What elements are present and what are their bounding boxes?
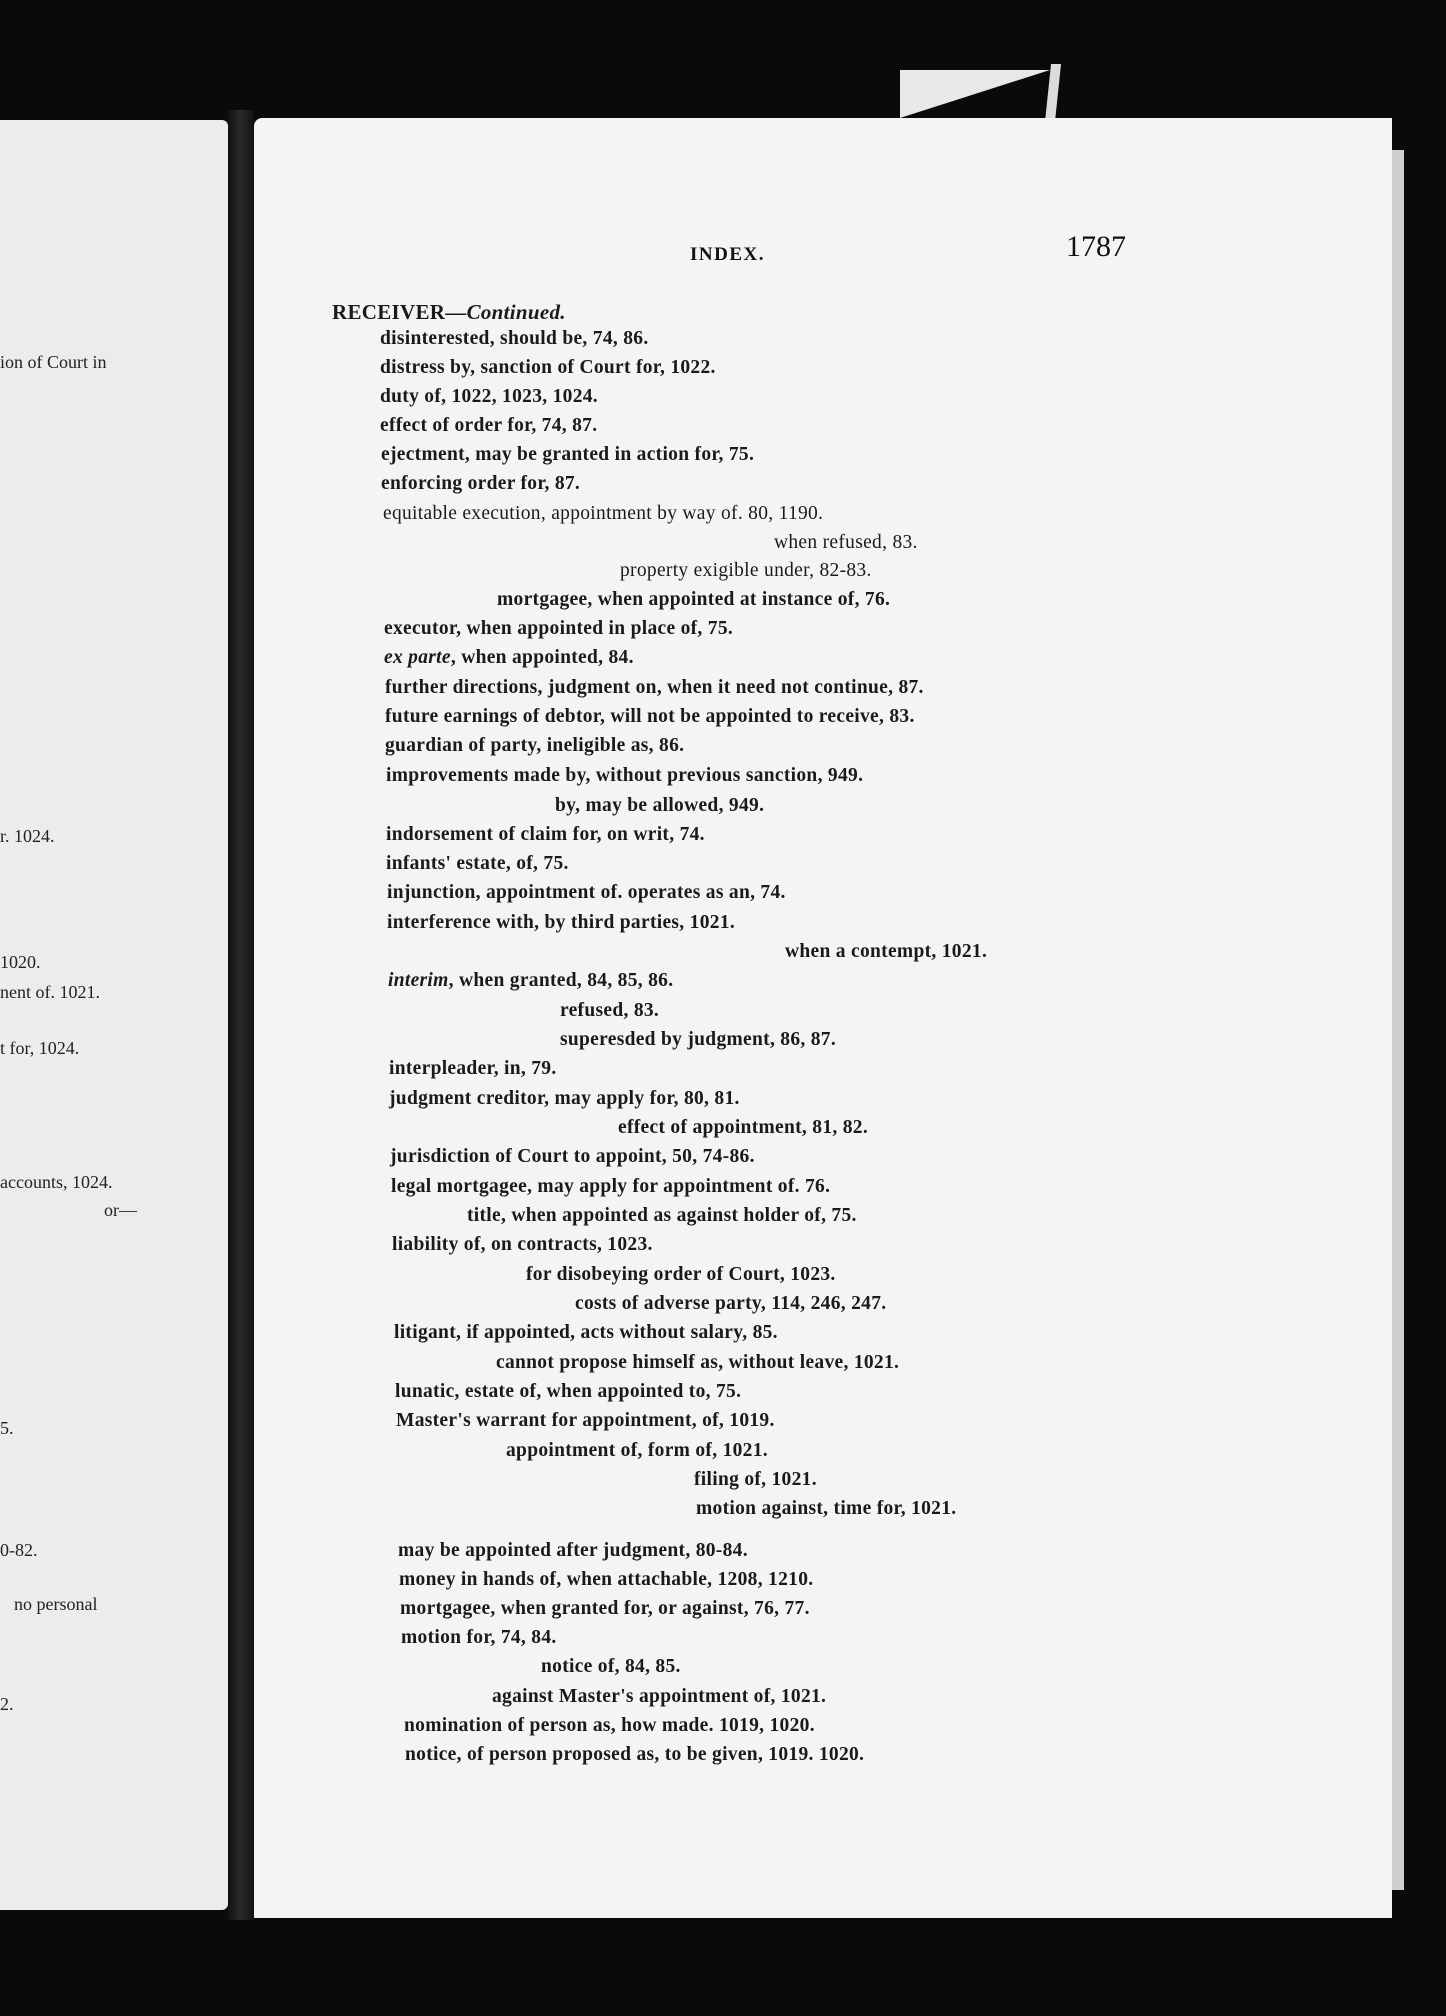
index-entry: judgment creditor, may apply for, 80, 81. xyxy=(389,1088,740,1109)
index-heading xyxy=(332,300,566,325)
left-fragment: 1020. xyxy=(0,952,41,972)
index-entry: executor, when appointed in place of, 75. xyxy=(384,618,734,639)
latin-term: ex parte xyxy=(384,647,451,668)
left-page xyxy=(0,120,228,1910)
index-subentry: by, may be allowed, 949. xyxy=(555,795,765,816)
entry-rest: , when appointed, 84. xyxy=(450,647,634,668)
index-entry: future earnings of debtor, will not be appointed to receive, 83. xyxy=(385,706,915,727)
heading-continued: Continued. xyxy=(466,300,566,324)
index-entry: Master's warrant for appointment, of, 1019. xyxy=(396,1410,775,1431)
index-entry xyxy=(384,647,634,669)
index-subentry: when a contempt, 1021. xyxy=(785,941,988,962)
page-fold xyxy=(900,70,1050,118)
index-entry: equitable execution, appointment by way of. 80, 1190. xyxy=(383,503,824,524)
index-entry: jurisdiction of Court to appoint, 50, 74-86. xyxy=(390,1146,755,1167)
index-subentry: superesded by judgment, 86, 87. xyxy=(560,1029,837,1050)
index-subentry: cannot propose himself as, without leave, 1021. xyxy=(496,1352,900,1373)
index-entry: nomination of person as, how made. 1019, 1020. xyxy=(404,1715,815,1736)
index-subentry: refused, 83. xyxy=(560,1000,660,1021)
left-fragment: r. 1024. xyxy=(0,826,55,846)
index-subentry: filing of, 1021. xyxy=(694,1469,817,1490)
heading-term: RECEIVER— xyxy=(332,300,467,324)
index-entry: liability of, on contracts, 1023. xyxy=(392,1234,653,1255)
index-entry: interpleader, in, 79. xyxy=(389,1058,557,1079)
index-entry: mortgagee, when granted for, or against, 76, 77. xyxy=(400,1598,810,1619)
page-number: 1787 xyxy=(1066,230,1126,263)
index-subentry: motion against, time for, 1021. xyxy=(696,1498,957,1519)
left-fragment: nent of. 1021. xyxy=(0,982,100,1002)
running-header: INDEX. xyxy=(690,244,765,265)
index-entry: duty of, 1022, 1023, 1024. xyxy=(380,386,598,407)
index-entry: notice, of person proposed as, to be given, 1019. 1020. xyxy=(405,1744,865,1765)
index-entry: effect of order for, 74, 87. xyxy=(380,415,598,436)
left-fragment: 2. xyxy=(0,1694,14,1714)
index-subentry: costs of adverse party, 114, 246, 247. xyxy=(575,1293,887,1314)
index-entry: improvements made by, without previous sanction, 949. xyxy=(386,765,864,786)
index-entry: motion for, 74, 84. xyxy=(401,1627,557,1648)
left-fragment: t for, 1024. xyxy=(0,1038,80,1058)
left-fragment: no personal xyxy=(14,1594,98,1614)
index-entry: lunatic, estate of, when appointed to, 75. xyxy=(395,1381,742,1402)
index-entry: interference with, by third parties, 1021. xyxy=(387,912,736,933)
left-fragment: 5. xyxy=(0,1418,14,1438)
index-entry: may be appointed after judgment, 80-84. xyxy=(398,1540,748,1561)
index-entry: disinterested, should be, 74, 86. xyxy=(380,328,649,349)
index-subentry: for disobeying order of Court, 1023. xyxy=(526,1264,836,1285)
index-entry: distress by, sanction of Court for, 1022. xyxy=(380,357,716,378)
index-entry: money in hands of, when attachable, 1208, 1210. xyxy=(399,1569,814,1590)
index-entry: further directions, judgment on, when it need not continue, 87. xyxy=(385,677,924,698)
index-subentry: mortgagee, when appointed at instance of, 76. xyxy=(497,589,891,610)
index-subentry: against Master's appointment of, 1021. xyxy=(492,1686,827,1707)
latin-term: interim xyxy=(388,970,449,991)
index-subentry: property exigible under, 82-83. xyxy=(620,560,872,581)
entry-rest: , when granted, 84, 85, 86. xyxy=(448,970,674,991)
index-subentry: notice of, 84, 85. xyxy=(541,1656,681,1677)
index-subentry: title, when appointed as against holder of, 75. xyxy=(467,1205,857,1226)
index-entry: enforcing order for, 87. xyxy=(381,473,581,494)
book-spine xyxy=(228,110,254,1920)
left-fragment: or— xyxy=(104,1200,137,1220)
index-entry: indorsement of claim for, on writ, 74. xyxy=(386,824,705,845)
index-subentry: when refused, 83. xyxy=(774,532,918,553)
page-edge xyxy=(1392,150,1404,1890)
index-subentry: appointment of, form of, 1021. xyxy=(506,1440,768,1461)
index-entry: guardian of party, ineligible as, 86. xyxy=(385,735,685,756)
index-subentry: effect of appointment, 81, 82. xyxy=(618,1117,868,1138)
index-entry: litigant, if appointed, acts without salary, 85. xyxy=(394,1322,778,1343)
index-entry: legal mortgagee, may apply for appointment of. 76. xyxy=(391,1176,831,1197)
left-fragment: accounts, 1024. xyxy=(0,1172,113,1192)
index-entry: infants' estate, of, 75. xyxy=(386,853,569,874)
left-fragment: ion of Court in xyxy=(0,352,107,372)
index-entry xyxy=(388,970,673,992)
index-entry: injunction, appointment of. operates as an, 74. xyxy=(387,882,786,903)
left-fragment: 0-82. xyxy=(0,1540,38,1560)
index-entry: ejectment, may be granted in action for, 75. xyxy=(381,444,755,465)
